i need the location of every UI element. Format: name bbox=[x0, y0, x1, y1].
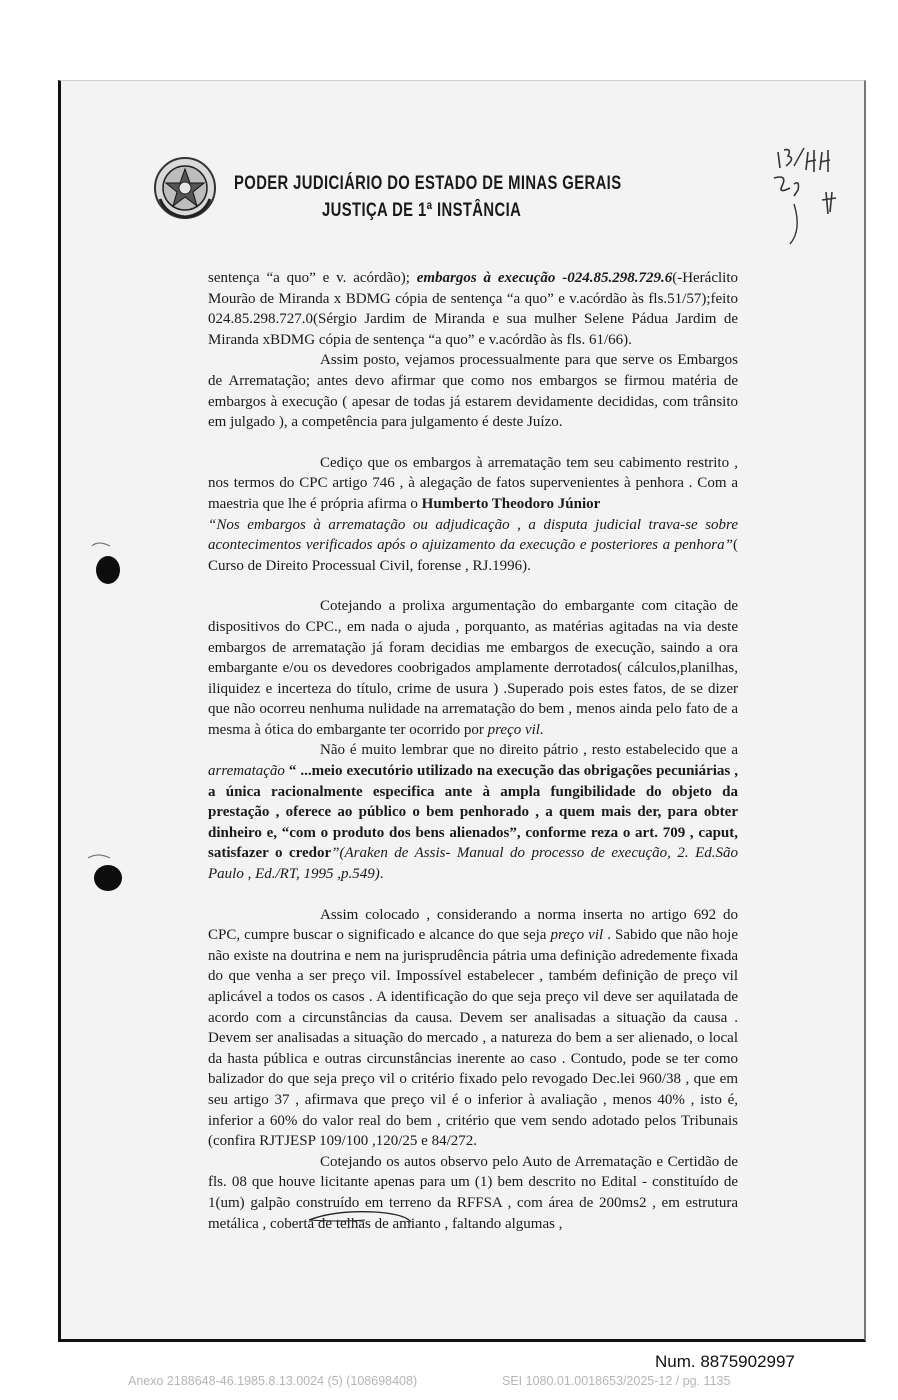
paragraph-3: Cediço que os embargos à arrematação tem seu cabimento restrito , nos termos do CPC artigo 746 , à alegação de fatos supervenientes à penhora . Com a maestria que lhe é própria afirma o Humberto Theodoro Júnior “Nos embargos à arrematação ou adjudicação , a disputa judicial trava-se sobre acontecimentos verificados após o ajuizamento da execução e posteriores a penhora”( Curso de Direito Processual Civil, forense , RJ.1996). bbox=[208, 454, 738, 574]
paragraph-4: Cotejando a prolixa argumentação do embargante com citação de dispositivos do CPC., em nada o ajuda , porquanto, as matérias agitadas na via deste embargos de arrematação já foram decidias me embargos de execução, saindo a ora embargante e/ou os devedores coobrigados amplamente derrotados( cálculos,planilhas, iliquidez e incerteza do título, crime de usura ) .Superado pois estes fatos, de se dizer que não ocorreu nenhuma nulidade na arrematação do bem , menos ainda pelo fato de a mesma à ótica do embargante ter ocorrido por preço vil. bbox=[208, 598, 738, 738]
signature-mark bbox=[305, 1206, 415, 1228]
paragraph-2: Assim posto, vejamos processualmente para que serve os Embargos de Arrematação; antes devo afirmar que como nos embargos se firmou matéria de embargos à execução ( apesar de todas já estarem devidamente decididas, com trânsito em julgado ), a competência para julgamento é deste Juízo. bbox=[208, 352, 738, 431]
paragraph-6: Assim colocado , considerando a norma inserta no artigo 692 do CPC, cumpre buscar o significado e alcance do que seja preço vil . Sabido que não hoje não existe na doutrina e nem na jurisprudência pátria uma definição adredemente fixada do que venha a ser preço vil. Impossível estabelecer , também definição de preço vil aplicável a todos os casos . A identificação do que seja preço vil deve ser aquilatada de acordo com a circunstâncias da causa. Devem ser analisadas a situação da causa . Devem ser analisadas a situação do mercado , a natureza do bem a ser alienado, o local da hasta pública e outras circunstâncias inerente ao caso . Contudo, pode se ter como balizador do que seja preço vil o critério fixado pelo revogado Dec.lei 960/38 , que em seu artigo 37 , afirmava que preço vil é o inferior à avaliação , menos 40% , isto é, inferior a 60% do valor real do bem , critério que vem sendo adotado pelos Tribunais (confira RJTJESP 109/100 ,120/25 e 84/272. bbox=[208, 906, 738, 1150]
court-subtitle: JUSTIÇA DE 1ª INSTÂNCIA bbox=[322, 200, 522, 221]
coat-of-arms-icon bbox=[152, 155, 218, 221]
punch-hole-mark bbox=[84, 850, 128, 896]
paragraph-5: Não é muito lembrar que no direito pátrio , resto estabelecido que a arrematação “ ...meio executório utilizado na execução das obrigações pecuniárias , a única racionalmente especifica ante à ampla fungibilidade do objeto da prestação , oferece ao público o bem penhorado , a quem mais der, para obter dinheiro e, “com o produto dos bens alienados”, conforme reza o art. 709 , caput, satisfazer o credor”(Araken de Assis- Manual do processo de execução, 2. Ed.São Paulo , Ed./RT, 1995 ,p.549). bbox=[208, 742, 738, 883]
document-number: Num. 8875902997 bbox=[655, 1352, 795, 1371]
paragraph-7: Cotejando os autos observo pelo Auto de Arrematação e Certidão de fls. 08 que houve licitante apenas para um (1) bem descrito no Edital - constituído de 1(um) galpão construído em terreno da RFFSA , com área de 200ms2 , em estrutura metálica , coberta de telhas de amianto , faltando algumas , bbox=[208, 1153, 738, 1232]
punch-hole-mark bbox=[88, 540, 126, 588]
handwritten-page-number bbox=[764, 140, 844, 250]
court-header bbox=[152, 155, 632, 225]
decision-body bbox=[208, 268, 738, 1234]
court-title: PODER JUDICIÁRIO DO ESTADO DE MINAS GERAIS bbox=[234, 173, 622, 194]
paragraph-1: sentença “a quo” e v. acórdão); embargos à execução -024.85.298.729.6(-Heráclito Mourão de Miranda x BDMG cópia de sentença “a quo” e v.acórdão às fls.51/57);feito 024.85.298.727.0(Sérgio Jardim de Miranda e sua mulher Selene Pádua Jardim de Miranda xBDMG cópia de sentença “a quo” e v.acórdão às fls. 61/66). bbox=[208, 270, 738, 348]
annex-reference: Anexo 2188648-46.1985.8.13.0024 (5) (108698408) bbox=[128, 1374, 418, 1388]
sei-reference: SEI 1080.01.0018653/2025-12 / pg. 1135 bbox=[502, 1374, 731, 1388]
